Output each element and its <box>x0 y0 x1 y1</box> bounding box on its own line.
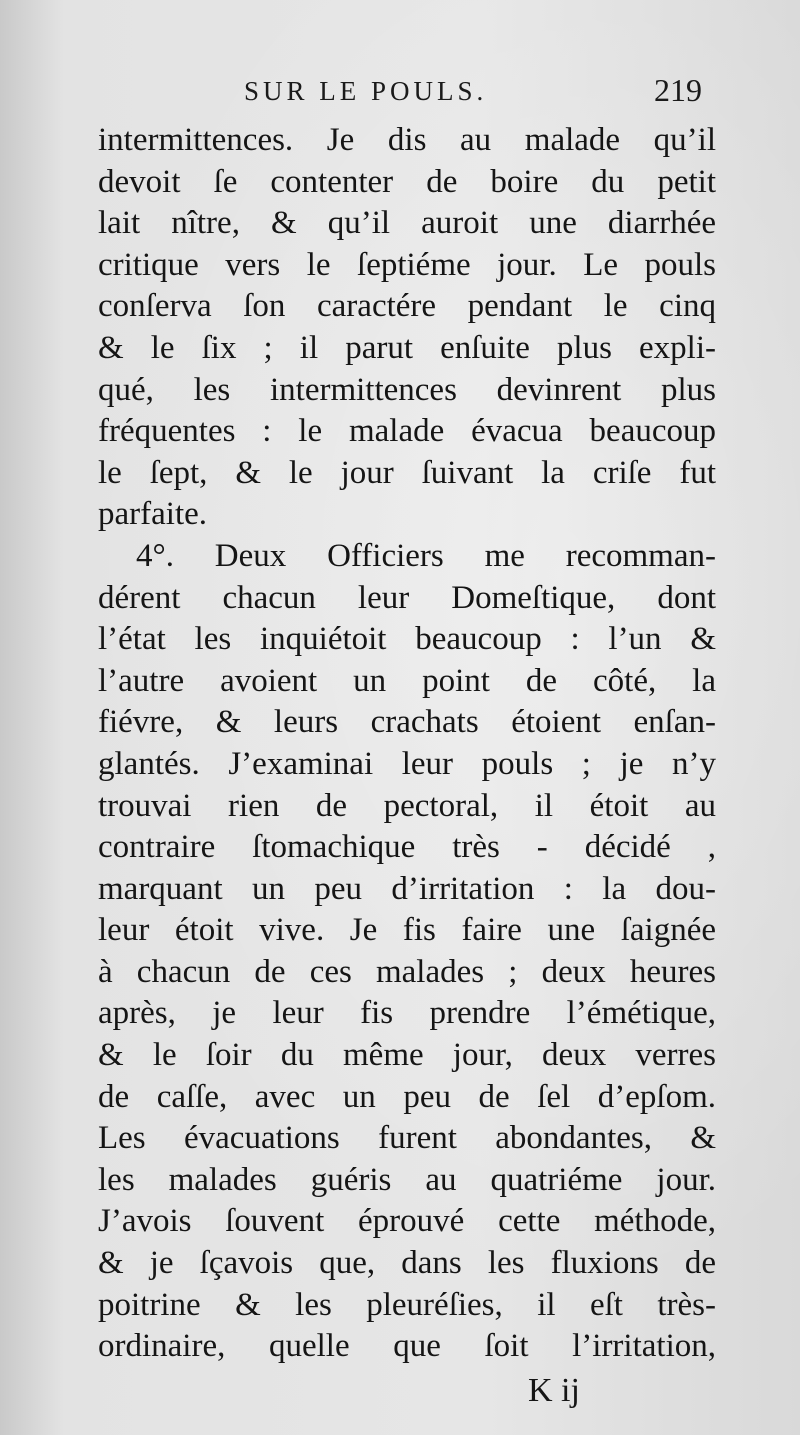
text-line: l’état les inquiétoit beaucoup : l’un & <box>98 621 716 658</box>
text-line: devoit ſe contenter de boire du petit <box>98 163 716 200</box>
text-line: de caſſe, avec un peu de ſel d’epſom. <box>98 1078 716 1115</box>
text-line: à chacun de ces malades ; deux heures <box>98 953 716 990</box>
text-line: après, je leur fis prendre l’émétique, <box>98 995 716 1032</box>
text-line: intermittences. Je dis au malade qu’il <box>98 122 716 158</box>
text-line: lait nître, & qu’il auroit une diarrhée <box>98 205 716 242</box>
text-line: critique vers le ſeptiéme jour. Le pouls <box>98 246 716 283</box>
text-line: marquant un peu d’irritation : la dou- <box>98 870 716 907</box>
text-line: leur étoit vive. Je fis faire une ſaignée <box>98 912 716 949</box>
running-head: SUR LE POULS. <box>244 76 488 106</box>
text-line: trouvai rien de pectoral, il étoit au <box>98 787 716 824</box>
paragraph-end-line: parfaite. <box>98 496 208 533</box>
text-line: poitrine & les pleuréſies, il eſt très- <box>98 1286 716 1323</box>
text-line: dérent chacun leur Domeſtique, dont <box>98 579 716 616</box>
text-line: & je ſçavois que, dans les fluxions de <box>98 1245 716 1282</box>
text-line: les malades guéris au quatriéme jour. <box>98 1161 716 1198</box>
page-number: 219 <box>654 72 702 108</box>
text-line: qué, les intermittences devinrent plus <box>98 371 716 408</box>
text-line: Les évacuations furent abondantes, & <box>98 1120 716 1157</box>
text-line: l’autre avoient un point de côté, la <box>98 662 716 699</box>
text-line: & le ſix ; il parut enſuite plus expli- <box>98 329 716 366</box>
text-line: conſerva ſon caractére pendant le cinq <box>98 288 716 325</box>
body-text <box>98 120 716 1368</box>
text-line: glantés. J’examinai leur pouls ; je n’y <box>98 745 716 782</box>
text-line: J’avois ſouvent éprouvé cette méthode, <box>98 1203 716 1240</box>
text-line: contraire ſtomachique très - décidé , <box>98 829 716 866</box>
signature-mark: K ij <box>528 1372 580 1409</box>
text-line: & le ſoir du même jour, deux verres <box>98 1037 716 1074</box>
text-line: fréquentes : le malade évacua beaucoup <box>98 413 716 450</box>
text-line: fiévre, & leurs crachats étoient enſan- <box>98 704 716 741</box>
text-line: le ſept, & le jour ſuivant la criſe fut <box>98 454 716 491</box>
paragraph-start-line: 4°. Deux Officiers me recomman- <box>136 537 716 574</box>
text-line: ordinaire, quelle que ſoit l’irritation, <box>98 1328 716 1365</box>
